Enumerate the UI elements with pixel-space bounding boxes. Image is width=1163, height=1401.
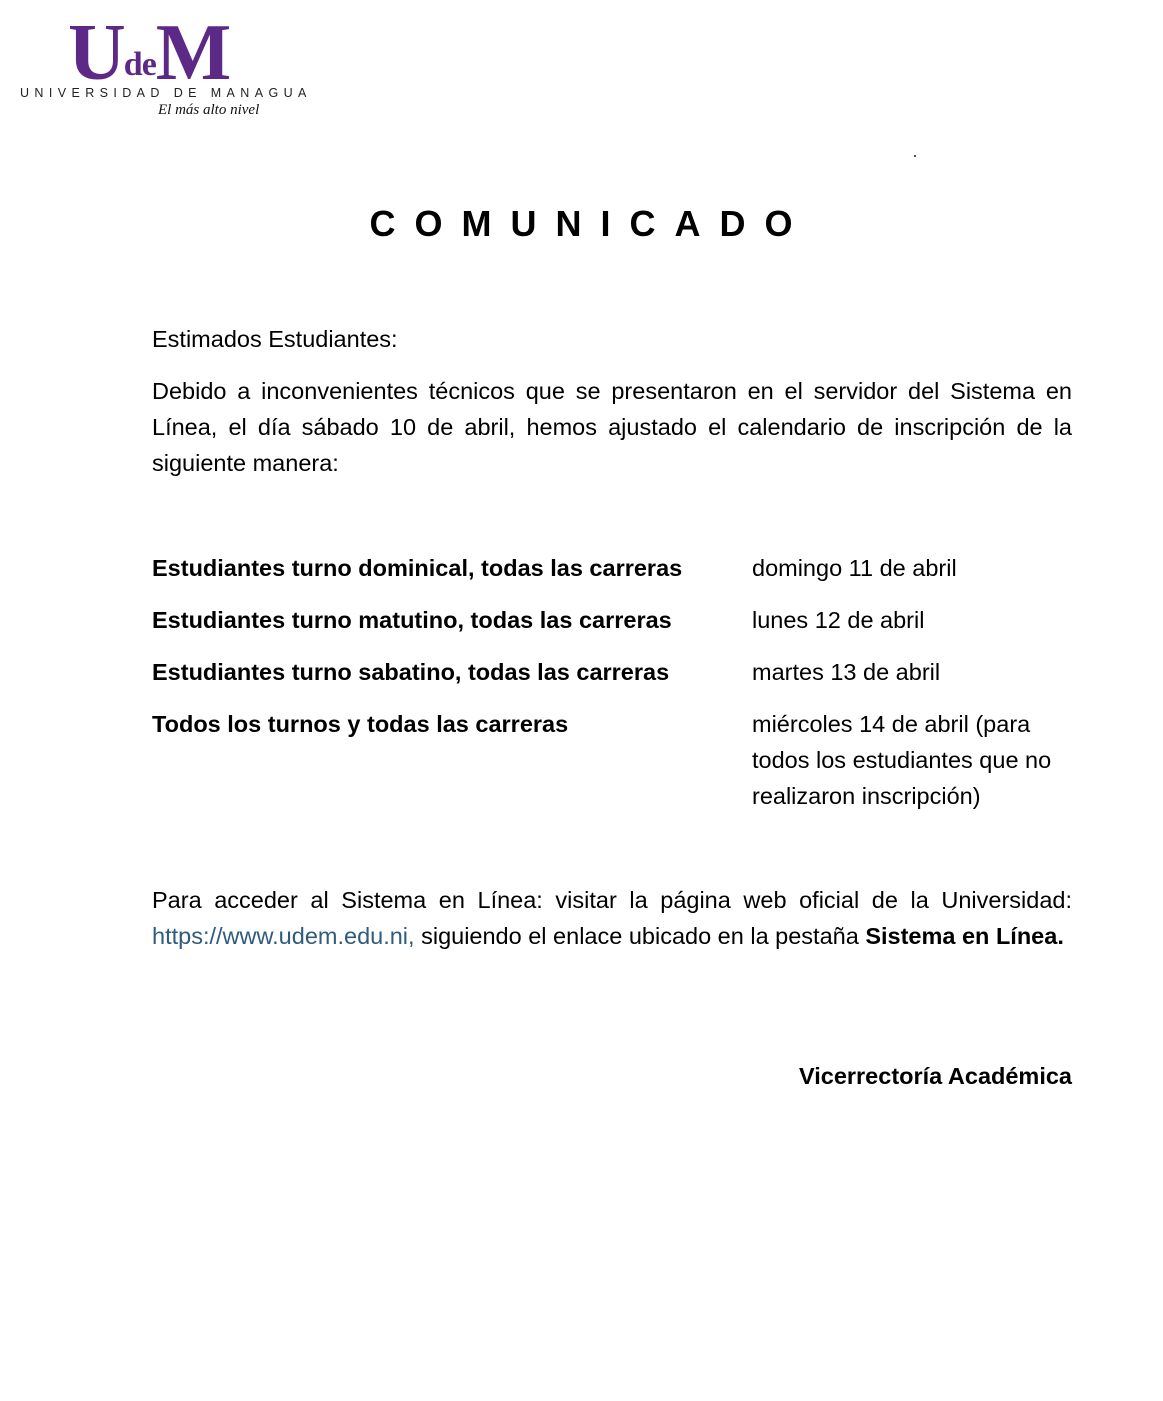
logo-mark [68,9,230,97]
logo-letter-u: U [68,9,124,97]
schedule-row-date: domingo 11 de abril [752,555,957,581]
logo-university-name: UNIVERSIDAD DE MANAGUA [20,86,312,100]
schedule-row [152,602,1072,638]
access-text-middle: siguiendo el enlace ubicado en la pestaña [414,923,866,949]
schedule-row-date: miércoles 14 de abril (para todos los estudiantes que no realizaron inscripción) [752,711,1052,809]
university-website-link[interactable]: https://www.udem.edu.ni, [152,923,415,949]
university-logo [20,9,320,128]
schedule-row-label: Estudiantes turno dominical, todas las carreras [152,555,683,581]
schedule-row-label: Todos los turnos y todas las carreras [152,711,569,737]
schedule-row [152,550,1072,586]
logo-tagline: El más alto nivel [158,102,260,118]
intro-paragraph: Debido a inconvenientes técnicos que se presentaron en el servidor del Sistema en Línea, el día sábado 10 de abril, hemos ajustado el calendario de inscripción de la siguiente manera: [152,378,1072,476]
schedule-row-date: lunes 12 de abril [752,607,925,633]
page-title: COMUNICADO [369,203,812,244]
logo-letters-de: de [123,46,156,83]
access-paragraph [152,882,1072,954]
schedule-row [152,706,1072,814]
stray-dot [914,155,916,157]
signature: Vicerrectoría Académica [798,1063,1072,1089]
greeting: Estimados Estudiantes: [152,326,398,352]
access-bold-end: Sistema en Línea. [865,923,1064,949]
schedule-table [152,550,1072,830]
schedule-row [152,654,1072,690]
schedule-row-date: martes 13 de abril [752,659,941,685]
logo-letter-m: M [155,9,230,97]
access-text-before: Para acceder al Sistema en Línea: visitar la página web oficial de la Universidad: [152,887,1072,913]
schedule-row-label: Estudiantes turno matutino, todas las carreras [152,607,672,633]
schedule-row-label: Estudiantes turno sabatino, todas las carreras [152,659,670,685]
